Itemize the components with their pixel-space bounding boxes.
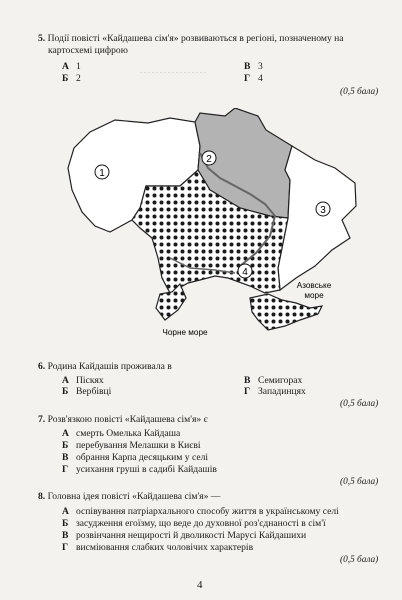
svg-text:2: 2 <box>206 154 212 165</box>
q7-option-b[interactable]: Б перебування Мелашки в Києві <box>62 440 201 451</box>
q7-number: 7. <box>38 414 46 425</box>
q5-option-d[interactable]: Г 4 <box>244 73 263 84</box>
azov-sea-label-line1: Азовське <box>296 281 332 290</box>
q6-score: (0,5 бала) <box>340 399 379 409</box>
q8-question <box>38 491 220 503</box>
q7-option-d[interactable]: Г усихання груші в садибі Кайдашів <box>62 464 217 475</box>
q6-question <box>38 361 172 373</box>
q5-score: (0,5 бала) <box>340 87 379 97</box>
q6-option-b[interactable]: Б Вербівці <box>62 386 112 397</box>
q6-option-c[interactable]: В Семигорах <box>244 375 303 386</box>
q8-number: 8. <box>38 491 46 502</box>
region-label-4 <box>238 264 252 278</box>
q5-line2: картосхемі цифрою <box>48 45 128 56</box>
q6-option-d[interactable]: Г Западинцях <box>244 386 306 397</box>
q7-option-a[interactable]: А смерть Омелька Кайдаша <box>62 428 181 439</box>
q5-number: 5. <box>38 33 46 44</box>
q6-number: 6. <box>38 361 46 372</box>
q8-option-d[interactable]: Г висміювання слабких чоловічих характерів <box>62 542 254 553</box>
q5-option-b[interactable]: Б 2 <box>62 73 81 84</box>
svg-text:4: 4 <box>242 267 248 278</box>
region-label-1 <box>95 165 109 179</box>
region-label-3 <box>316 202 330 216</box>
svg-text:3: 3 <box>320 205 326 216</box>
q7-text: Розв'язкою повісті «Кайдашева сім'я» є <box>47 414 208 425</box>
q8-score: (0,5 бала) <box>340 555 379 565</box>
region-3-area <box>278 146 356 290</box>
q8-option-a[interactable]: А оспівування патріархального способу життя в українському селі <box>62 506 339 517</box>
q5-line1 <box>38 33 344 45</box>
q8-option-b[interactable]: Б засудження егоїзму, що веде до духовної роз'єднаності в сім'ї <box>62 518 326 529</box>
region-label-2 <box>202 151 216 165</box>
page-number: 4 <box>197 579 203 591</box>
q5-text: Події повісті «Кайдашева сім'я» розвиваються в регіоні, позначеному на <box>47 33 344 44</box>
black-sea-label: Чорне море <box>162 328 208 337</box>
q5-option-a[interactable]: А 1 <box>62 61 81 72</box>
ukraine-map <box>60 108 360 346</box>
bleed-through-text: . . . . . . . . . . . . . . . . . <box>140 66 206 75</box>
q6-text: Родина Кайдашів проживала в <box>47 361 172 372</box>
svg-text:1: 1 <box>99 168 105 179</box>
q7-option-c[interactable]: В обрання Карпа десяцьким у селі <box>62 452 209 463</box>
q5-option-c[interactable]: В 3 <box>244 61 263 72</box>
q8-text: Головна ідея повісті «Кайдашева сім'я» — <box>47 491 221 502</box>
q6-option-a[interactable]: А Піскях <box>62 375 104 386</box>
q8-option-c[interactable]: В розвінчання нещирості й дволикості Марусі Кайдашихи <box>62 530 307 541</box>
q7-score: (0,5 бала) <box>340 477 379 487</box>
q7-question <box>38 414 208 426</box>
azov-sea-label-line2: море <box>304 291 324 300</box>
